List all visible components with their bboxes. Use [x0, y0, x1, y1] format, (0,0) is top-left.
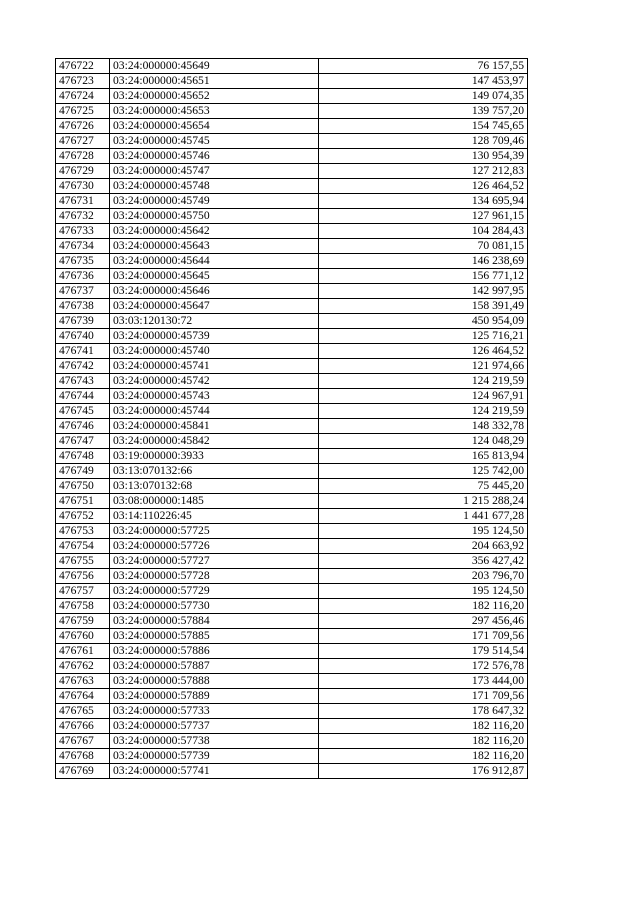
cadastral-number: 03:24:000000:57737: [110, 719, 319, 734]
cadastral-number: 03:24:000000:45741: [110, 359, 319, 374]
cadastral-number: 03:24:000000:57885: [110, 629, 319, 644]
row-number: 476755: [56, 554, 110, 569]
cadastral-value: 195 124,50: [319, 524, 528, 539]
table-row: [56, 629, 528, 644]
table-row: [56, 734, 528, 749]
row-number: 476761: [56, 644, 110, 659]
cadastral-number: 03:24:000000:45750: [110, 209, 319, 224]
table-row: [56, 269, 528, 284]
row-number: 476730: [56, 179, 110, 194]
row-number: 476734: [56, 239, 110, 254]
table-row: [56, 359, 528, 374]
table-row: [56, 374, 528, 389]
row-number: 476737: [56, 284, 110, 299]
cadastral-value: 1 441 677,28: [319, 509, 528, 524]
table-row: [56, 164, 528, 179]
cadastral-number: 03:24:000000:45740: [110, 344, 319, 359]
row-number: 476724: [56, 89, 110, 104]
row-number: 476763: [56, 674, 110, 689]
row-number: 476742: [56, 359, 110, 374]
cadastral-value: 182 116,20: [319, 734, 528, 749]
cadastral-value: 297 456,46: [319, 614, 528, 629]
cadastral-number: 03:24:000000:57730: [110, 599, 319, 614]
cadastral-value: 450 954,09: [319, 314, 528, 329]
cadastral-value: 124 048,29: [319, 434, 528, 449]
cadastral-number: 03:24:000000:45654: [110, 119, 319, 134]
row-number: 476769: [56, 764, 110, 779]
cadastral-value: 104 284,43: [319, 224, 528, 239]
row-number: 476746: [56, 419, 110, 434]
table-row: [56, 749, 528, 764]
cadastral-value: 124 967,91: [319, 389, 528, 404]
row-number: 476726: [56, 119, 110, 134]
row-number: 476729: [56, 164, 110, 179]
cadastral-value: 125 742,00: [319, 464, 528, 479]
cadastral-number: 03:24:000000:57725: [110, 524, 319, 539]
cadastral-value: 176 912,87: [319, 764, 528, 779]
table-row: [56, 194, 528, 209]
table-row: [56, 314, 528, 329]
cadastral-number: 03:24:000000:45739: [110, 329, 319, 344]
row-number: 476740: [56, 329, 110, 344]
row-number: 476752: [56, 509, 110, 524]
table-row: [56, 704, 528, 719]
cadastral-value: 70 081,15: [319, 239, 528, 254]
table-row: [56, 584, 528, 599]
row-number: 476767: [56, 734, 110, 749]
cadastral-value: 178 647,32: [319, 704, 528, 719]
table-row: [56, 329, 528, 344]
cadastral-value: 146 238,69: [319, 254, 528, 269]
cadastral-number: 03:24:000000:57738: [110, 734, 319, 749]
cadastral-number: 03:08:000000:1485: [110, 494, 319, 509]
cadastral-value: 75 445,20: [319, 479, 528, 494]
table-row: [56, 674, 528, 689]
table-row: [56, 539, 528, 554]
row-number: 476765: [56, 704, 110, 719]
cadastral-number: 03:24:000000:45647: [110, 299, 319, 314]
row-number: 476743: [56, 374, 110, 389]
cadastral-value: 142 997,95: [319, 284, 528, 299]
table-row: [56, 134, 528, 149]
table-row: [56, 419, 528, 434]
table-row: [56, 254, 528, 269]
cadastral-value: 171 709,56: [319, 689, 528, 704]
table-row: [56, 404, 528, 419]
table-row: [56, 434, 528, 449]
row-number: 476751: [56, 494, 110, 509]
cadastral-number: 03:24:000000:45746: [110, 149, 319, 164]
row-number: 476766: [56, 719, 110, 734]
cadastral-value: 179 514,54: [319, 644, 528, 659]
table-row: [56, 494, 528, 509]
cadastral-number: 03:24:000000:45747: [110, 164, 319, 179]
cadastral-number: 03:24:000000:57727: [110, 554, 319, 569]
cadastral-number: 03:13:070132:68: [110, 479, 319, 494]
table-row: [56, 209, 528, 224]
cadastral-value: 134 695,94: [319, 194, 528, 209]
table-row: [56, 479, 528, 494]
cadastral-value: 158 391,49: [319, 299, 528, 314]
row-number: 476759: [56, 614, 110, 629]
cadastral-number: 03:24:000000:45842: [110, 434, 319, 449]
cadastral-number: 03:24:000000:57887: [110, 659, 319, 674]
table-row: [56, 104, 528, 119]
row-number: 476738: [56, 299, 110, 314]
cadastral-value: 121 974,66: [319, 359, 528, 374]
cadastral-number: 03:14:110226:45: [110, 509, 319, 524]
table-row: [56, 464, 528, 479]
table-row: [56, 284, 528, 299]
cadastral-number: 03:24:000000:57728: [110, 569, 319, 584]
row-number: 476745: [56, 404, 110, 419]
cadastral-value: 149 074,35: [319, 89, 528, 104]
cadastral-value: 204 663,92: [319, 539, 528, 554]
row-number: 476727: [56, 134, 110, 149]
cadastral-number: 03:24:000000:57739: [110, 749, 319, 764]
cadastral-number: 03:24:000000:45651: [110, 74, 319, 89]
row-number: 476732: [56, 209, 110, 224]
table-row: [56, 764, 528, 779]
row-number: 476723: [56, 74, 110, 89]
row-number: 476728: [56, 149, 110, 164]
row-number: 476733: [56, 224, 110, 239]
cadastral-number: 03:24:000000:45642: [110, 224, 319, 239]
table-row: [56, 614, 528, 629]
table-row: [56, 524, 528, 539]
row-number: 476768: [56, 749, 110, 764]
table-row: [56, 689, 528, 704]
cadastral-value: 147 453,97: [319, 74, 528, 89]
row-number: 476758: [56, 599, 110, 614]
table-row: [56, 119, 528, 134]
table-row: [56, 644, 528, 659]
cadastral-number: 03:24:000000:45652: [110, 89, 319, 104]
cadastral-value: 128 709,46: [319, 134, 528, 149]
table-body: [56, 59, 528, 779]
cadastral-value: 165 813,94: [319, 449, 528, 464]
table-row: [56, 599, 528, 614]
table-row: [56, 659, 528, 674]
table-row: [56, 509, 528, 524]
cadastral-number: 03:24:000000:45745: [110, 134, 319, 149]
row-number: 476757: [56, 584, 110, 599]
table-row: [56, 389, 528, 404]
table-row: [56, 89, 528, 104]
cadastral-value: 171 709,56: [319, 629, 528, 644]
cadastral-value: 127 212,83: [319, 164, 528, 179]
row-number: 476760: [56, 629, 110, 644]
cadastral-value: 172 576,78: [319, 659, 528, 674]
cadastral-number: 03:24:000000:57889: [110, 689, 319, 704]
cadastral-value: 130 954,39: [319, 149, 528, 164]
cadastral-value: 154 745,65: [319, 119, 528, 134]
row-number: 476735: [56, 254, 110, 269]
row-number: 476753: [56, 524, 110, 539]
cadastral-number: 03:24:000000:45643: [110, 239, 319, 254]
cadastral-number: 03:24:000000:57888: [110, 674, 319, 689]
cadastral-value-table: [55, 58, 528, 779]
cadastral-number: 03:19:000000:3933: [110, 449, 319, 464]
row-number: 476744: [56, 389, 110, 404]
table-row: [56, 239, 528, 254]
cadastral-number: 03:24:000000:45644: [110, 254, 319, 269]
cadastral-number: 03:24:000000:45645: [110, 269, 319, 284]
cadastral-number: 03:03:120130:72: [110, 314, 319, 329]
cadastral-number: 03:24:000000:45742: [110, 374, 319, 389]
table-row: [56, 719, 528, 734]
cadastral-number: 03:24:000000:57884: [110, 614, 319, 629]
table-row: [56, 344, 528, 359]
row-number: 476756: [56, 569, 110, 584]
cadastral-value: 182 116,20: [319, 719, 528, 734]
row-number: 476750: [56, 479, 110, 494]
row-number: 476722: [56, 59, 110, 74]
cadastral-number: 03:24:000000:45743: [110, 389, 319, 404]
row-number: 476749: [56, 464, 110, 479]
row-number: 476731: [56, 194, 110, 209]
row-number: 476764: [56, 689, 110, 704]
cadastral-number: 03:24:000000:57886: [110, 644, 319, 659]
cadastral-value: 173 444,00: [319, 674, 528, 689]
table-row: [56, 149, 528, 164]
cadastral-value: 195 124,50: [319, 584, 528, 599]
cadastral-value: 182 116,20: [319, 599, 528, 614]
table-row: [56, 449, 528, 464]
cadastral-value: 148 332,78: [319, 419, 528, 434]
cadastral-value: 76 157,55: [319, 59, 528, 74]
row-number: 476736: [56, 269, 110, 284]
cadastral-number: 03:24:000000:57741: [110, 764, 319, 779]
cadastral-value: 127 961,15: [319, 209, 528, 224]
row-number: 476739: [56, 314, 110, 329]
table-row: [56, 59, 528, 74]
cadastral-number: 03:24:000000:57733: [110, 704, 319, 719]
cadastral-number: 03:24:000000:45748: [110, 179, 319, 194]
cadastral-value: 356 427,42: [319, 554, 528, 569]
cadastral-value: 125 716,21: [319, 329, 528, 344]
cadastral-value: 203 796,70: [319, 569, 528, 584]
cadastral-value: 139 757,20: [319, 104, 528, 119]
cadastral-value: 126 464,52: [319, 344, 528, 359]
table-row: [56, 224, 528, 239]
cadastral-value: 124 219,59: [319, 374, 528, 389]
table-row: [56, 74, 528, 89]
row-number: 476748: [56, 449, 110, 464]
row-number: 476741: [56, 344, 110, 359]
table-row: [56, 299, 528, 314]
row-number: 476747: [56, 434, 110, 449]
row-number: 476754: [56, 539, 110, 554]
table-row: [56, 569, 528, 584]
cadastral-number: 03:24:000000:45744: [110, 404, 319, 419]
cadastral-value: 1 215 288,24: [319, 494, 528, 509]
cadastral-number: 03:24:000000:45841: [110, 419, 319, 434]
cadastral-number: 03:24:000000:57729: [110, 584, 319, 599]
row-number: 476762: [56, 659, 110, 674]
cadastral-value: 126 464,52: [319, 179, 528, 194]
table-row: [56, 179, 528, 194]
cadastral-number: 03:13:070132:66: [110, 464, 319, 479]
table-row: [56, 554, 528, 569]
cadastral-number: 03:24:000000:45646: [110, 284, 319, 299]
cadastral-value: 182 116,20: [319, 749, 528, 764]
cadastral-value: 124 219,59: [319, 404, 528, 419]
cadastral-number: 03:24:000000:57726: [110, 539, 319, 554]
cadastral-number: 03:24:000000:45649: [110, 59, 319, 74]
cadastral-value: 156 771,12: [319, 269, 528, 284]
row-number: 476725: [56, 104, 110, 119]
cadastral-number: 03:24:000000:45653: [110, 104, 319, 119]
cadastral-number: 03:24:000000:45749: [110, 194, 319, 209]
